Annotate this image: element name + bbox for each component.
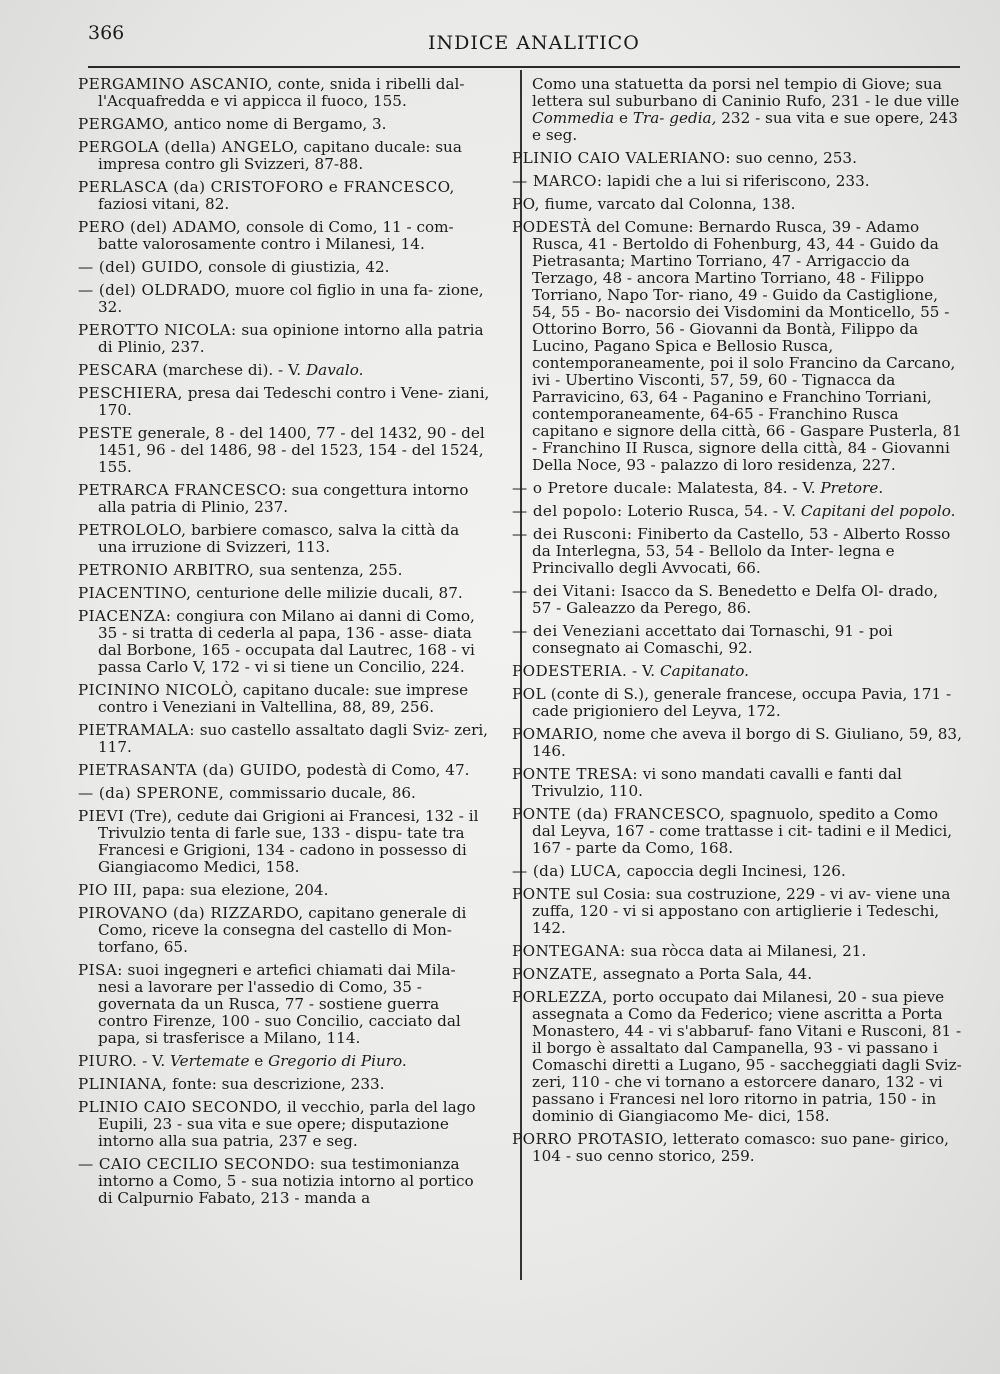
entry-text: 232 - sua vita e sue opere, 243 e seg. [532,109,958,144]
entry-headword: PICININO NICOLÒ, [78,681,238,699]
entry-headword: PLINIO CAIO VALERIANO: [512,149,731,167]
entry-headword: PIROVANO (da) RIZZARDO, [78,904,304,922]
entry-headword: PERGAMO, [78,115,169,133]
index-entry [78,116,490,133]
entry-headword: PETRARCA FRANCESCO: [78,481,287,499]
index-entry [78,562,490,579]
entry-reference: Vertemate [170,1052,250,1070]
entry-text: sua sentenza, 255. [254,561,403,579]
entry-headword: POL [512,685,546,703]
index-entry [78,76,490,110]
entry-text: Finiberto da Castello, 53 - Alberto Rosso da Interlegna, 53, 54 - Bellolo da Inter- legna e Princivallo degli Avvocati, 66. [532,525,951,577]
entry-headword: PESCHIERA, [78,384,183,402]
entry-headword: PODESTÀ [512,218,592,236]
entry-reference: Commedia [532,109,615,127]
index-entry [512,686,962,720]
entry-text: accettato dai Tornaschi, 91 - poi consegnato ai Comaschi, 92. [532,622,893,657]
index-entry [78,682,490,716]
entry-headword: PETROLOLO, [78,521,187,539]
index-entry [78,1053,490,1070]
running-title: INDICE ANALITICO [428,32,640,54]
entry-headword: PERGAMINO ASCANIO, [78,75,273,93]
index-entry [512,1131,962,1165]
page-number: 366 [88,22,125,44]
entry-headword: PIO III, [78,881,138,899]
index-entry [78,139,490,173]
index-entry [78,1156,490,1207]
index-entry [78,905,490,956]
entry-text: porto occupato dai Milanesi, 20 - sua pieve assegnata a Como da Federico; viene ascritta a Porta Monastero, 44 - vi s'abbaruf- fano Vitani e Rusconi, 81 - il borgo è assaltato dal Campanella, 93 - vi passano i Comaschi diretti a Lugano, 95 - saccheggiati dagli Sviz- zeri, 110 - che vi tornano a estorcere danaro, 132 - vi passano i Francesi nel loro ritorno in patria, 150 - in dominio di Giangiacomo Me- dici, 158. [532,988,962,1125]
entry-text: capitano generale di Como, riceve la consegna del castello di Mon- torfano, 65. [98,904,467,956]
header-rule [88,66,960,68]
entry-headword: PEROTTO NICOLA: [78,321,237,339]
entry-text: Malatesta, 84. - V. [672,479,821,497]
index-entry [78,362,490,379]
index-entry [512,219,962,474]
index-entry [78,425,490,476]
entry-text: (marchese di). - V. [157,361,306,379]
entry-text: fiume, varcato dal Colonna, 138. [539,195,796,213]
entry-text: sua congettura intorno alla patria di Plinio, 237. [98,481,469,516]
entry-headword: POMARIO, [512,725,599,743]
index-entry [78,962,490,1047]
entry-headword: PIETRAMALA: [78,721,195,739]
entry-headword: — (del) OLDRADO, [78,281,231,299]
page-header [88,20,958,60]
entry-text: sua opinione intorno alla patria di Plinio, 237. [98,321,484,356]
entry-text: - V. [627,662,660,680]
entry-headword: PIACENZA: [78,607,172,625]
entry-headword: PO, [512,195,540,213]
index-entry [78,179,490,213]
entry-text: console di Como, 11 - com- batte valorosamente contro i Milanesi, 14. [98,218,454,253]
entry-headword: — dei Rusconi: [512,525,633,543]
index-entry [78,762,490,779]
entry-text: conte, snida i ribelli dal- l'Acquafredda e vi appicca il fuoco, 155. [98,75,465,110]
index-entry [512,150,962,167]
index-entry [512,526,962,577]
entry-text: e [614,109,633,127]
entry-text: podestà di Como, 47. [301,761,470,779]
index-entry [78,385,490,419]
entry-text: congiura con Milano ai danni di Como, 35 - si tratta di cederla al papa, 136 - asse- diata dal Borbone, 165 - occupata dal Lautrec, 168 - vi passa Carlo V, 172 - vi si tiene un Concilio, 224. [98,607,475,676]
entry-headword: PODESTERIA. [512,662,628,680]
entry-headword: PIETRASANTA (da) GUIDO, [78,761,302,779]
entry-text: (conte di S.), generale francese, occupa Pavia, 171 - cade prigioniero del Leyva, 172. [532,685,952,720]
entry-text: muore col figlio in una fa- zione, 32. [98,281,484,316]
entry-text: sua ròcca data ai Milanesi, 21. [625,942,867,960]
entry-text: commissario ducale, 86. [224,784,416,802]
index-entry [512,503,962,520]
entry-headword: PERO (del) ADAMO, [78,218,242,236]
entry-reference: Pretore. [820,479,884,497]
entry-headword: — (da) SPERONE, [78,784,225,802]
right-column [512,76,962,1171]
entry-text: e [249,1052,269,1070]
entry-headword: PORLEZZA, [512,988,608,1006]
entry-headword: PONTE TRESA: [512,765,638,783]
index-entry [512,663,962,680]
entry-reference: Davalo. [305,361,364,379]
index-entry [512,173,962,190]
entry-headword: PERLASCA (da) CRISTOFORO e FRANCESCO, [78,178,455,196]
index-entry [78,482,490,516]
entry-headword: — del popolo: [512,502,623,520]
entry-headword: PETRONIO ARBITRO, [78,561,255,579]
index-entry [78,522,490,556]
index-entry [78,785,490,802]
entry-headword: PONTE [512,885,572,903]
left-column [78,76,490,1213]
index-entry [78,882,490,899]
entry-reference: Tra- gedia, [632,109,717,127]
entry-headword: PESCARA [78,361,158,379]
entry-text: fonte: sua descrizione, 233. [167,1075,385,1093]
index-entry [512,480,962,497]
index-entry [512,943,962,960]
index-entry [78,608,490,676]
entry-text: suo castello assaltato dagli Sviz- zeri, 117. [98,721,489,756]
entry-headword: PORRO PROTASIO, [512,1130,668,1148]
entry-headword: PIACENTINO, [78,584,192,602]
index-entry [512,863,962,880]
index-entry [512,966,962,983]
entry-text: Loterio Rusca, 54. - V. [622,502,801,520]
entry-headword: — dei Veneziani [512,622,641,640]
entry-headword: — CAIO CECILIO SECONDO: [78,1155,316,1173]
index-entry [78,322,490,356]
entry-headword: PIEVI [78,807,125,825]
entry-text: sul Cosia: sua costruzione, 229 - vi av- viene una zuffa, 120 - vi si appostano con artiglierie i Tedeschi, 142. [532,885,951,937]
entry-text: suo cenno, 253. [730,149,857,167]
entry-text: centurione delle milizie ducali, 87. [191,584,463,602]
entry-text: lapidi che a lui si riferiscono, 233. [602,172,870,190]
index-entry [512,583,962,617]
entry-text: letterato comasco: suo pane- girico, 104 - suo cenno storico, 259. [532,1130,949,1165]
entry-text: faziosi vitani, 82. [98,195,230,213]
entry-text: papa: sua elezione, 204. [137,881,329,899]
index-entry [78,282,490,316]
entry-headword: PONTE (da) FRANCESCO, [512,805,726,823]
entry-headword: PESTE [78,424,133,442]
entry-text: capoccia degli Incinesi, 126. [621,862,846,880]
index-entry [512,196,962,213]
index-entry [512,886,962,937]
entry-reference: Gregorio di Piuro. [268,1052,407,1070]
entry-text: presa dai Tedeschi contro i Vene- ziani, 170. [98,384,490,419]
index-entry [512,766,962,800]
entry-text: sua testimonianza intorno a Como, 5 - sua notizia intorno al portico di Calpurnio Fabato, 213 - manda a [98,1155,474,1207]
index-entry [512,989,962,1125]
entry-text: spagnuolo, spedito a Como dal Leyva, 167 - come trattasse i cit- tadini e il Medici, 167 - parte da Como, 168. [532,805,953,857]
entry-text: (Tre), cedute dai Grigioni ai Francesi, 132 - il Trivulzio tenta di farle sue, 133 - dispu- tate tra Francesi e Grigioni, 134 - cadono in possesso di Giangiacomo Medici, 158. [98,807,479,876]
index-entry [78,1099,490,1150]
entry-headword: — (da) LUCA, [512,862,622,880]
entry-text: capitano ducale: sue imprese contro i Veneziani in Valtellina, 88, 89, 256. [98,681,469,716]
entry-text: barbiere comasco, salva la città da una irruzione di Svizzeri, 113. [98,521,460,556]
index-entry [78,1076,490,1093]
entry-headword: — (del) GUIDO, [78,258,204,276]
entry-text: vi sono mandati cavalli e fanti dal Trivulzio, 110. [532,765,902,800]
entry-text: assegnato a Porta Sala, 44. [597,965,813,983]
entry-reference: Capitanato. [659,662,750,680]
entry-text: antico nome di Bergamo, 3. [168,115,387,133]
entry-text: - V. [137,1052,171,1070]
entry-headword: — MARCO: [512,172,603,190]
entry-headword: — dei Vitani: [512,582,617,600]
entry-headword: PONZATE, [512,965,598,983]
entry-text: Como una statuetta da porsi nel tempio di Giove; sua lettera sul suburbano di Caninio Rufo, 231 - le due ville [532,75,960,110]
index-entry [78,585,490,602]
index-entry [78,259,490,276]
entry-text: console di giustizia, 42. [203,258,390,276]
index-entry-continuation [512,76,962,144]
entry-text: Isacco da S. Benedetto e Delfa Ol- drado, 57 - Galeazzo da Perego, 86. [532,582,939,617]
entry-headword: PLINIO CAIO SECONDO, [78,1098,283,1116]
entry-headword: PISA: [78,961,123,979]
index-entry [78,722,490,756]
entry-headword: — o Pretore ducale: [512,479,673,497]
entry-headword: PONTEGANA: [512,942,626,960]
entry-text: nome che aveva il borgo di S. Giuliano, 59, 83, 146. [532,725,962,760]
index-entry [512,726,962,760]
entry-text: capitano ducale: sua impresa contro gli Svizzeri, 87-88. [98,138,462,173]
index-entry [78,219,490,253]
entry-text: del Comune: Bernardo Rusca, 39 - Adamo Rusca, 41 - Bertoldo di Fohenburg, 43, 44 - Guido da Pietrasanta; Martino Torriano, 47 - Arrigaccio da Terzago, 48 - ancora Martino Torriano, 48 - Filippo Torriano, Napo Tor- riano, 49 - Guido da Castiglione, 54, 55 - Bo- nacorsio dei Visdomini da Monticello, 55 - Ottorino Borro, 56 - Giovanni da Bontà, Filippo da Lucino, Pagano Spica e Bellosio Rusca, contemporaneamente, poi il solo Francino da Carcano, ivi - Ubertino Visconti, 57, 59, 60 - Tignacca da Parravicino, 63, 64 - Paganino e Franchino Torriani, contemporaneamente, 64-65 - Franchino Rusca capitano e signore della città, 66 - Gaspare Pusterla, 81 - Franchino II Rusca, signore della città, 84 - Giovanni Della Noce, 93 - palazzo di loro residenza, 227. [532,218,962,474]
entry-reference: Capitani del popolo. [800,502,956,520]
index-entry [78,808,490,876]
entry-text: il vecchio, parla del lago Eupili, 23 - sua vita e sue opere; disputazione intorno alla sua patria, 237 e seg. [98,1098,476,1150]
entry-headword: PERGOLA (della) ANGELO, [78,138,299,156]
entry-headword: PLINIANA, [78,1075,168,1093]
index-entry [512,623,962,657]
index-entry [512,806,962,857]
entry-text: suoi ingegneri e artefici chiamati dai Mila- nesi a lavorare per l'assedio di Como, 35 - governata da un Rusca, 77 - sostiene guerra contro Firenze, 100 - suo Concilio, cacciato dal papa, si trasferisce a Milano, 114. [98,961,461,1047]
entry-text: generale, 8 - del 1400, 77 - del 1432, 90 - del 1451, 96 - del 1486, 98 - del 1523, 154 - del 1524, 155. [98,424,485,476]
entry-headword: PIURO. [78,1052,138,1070]
